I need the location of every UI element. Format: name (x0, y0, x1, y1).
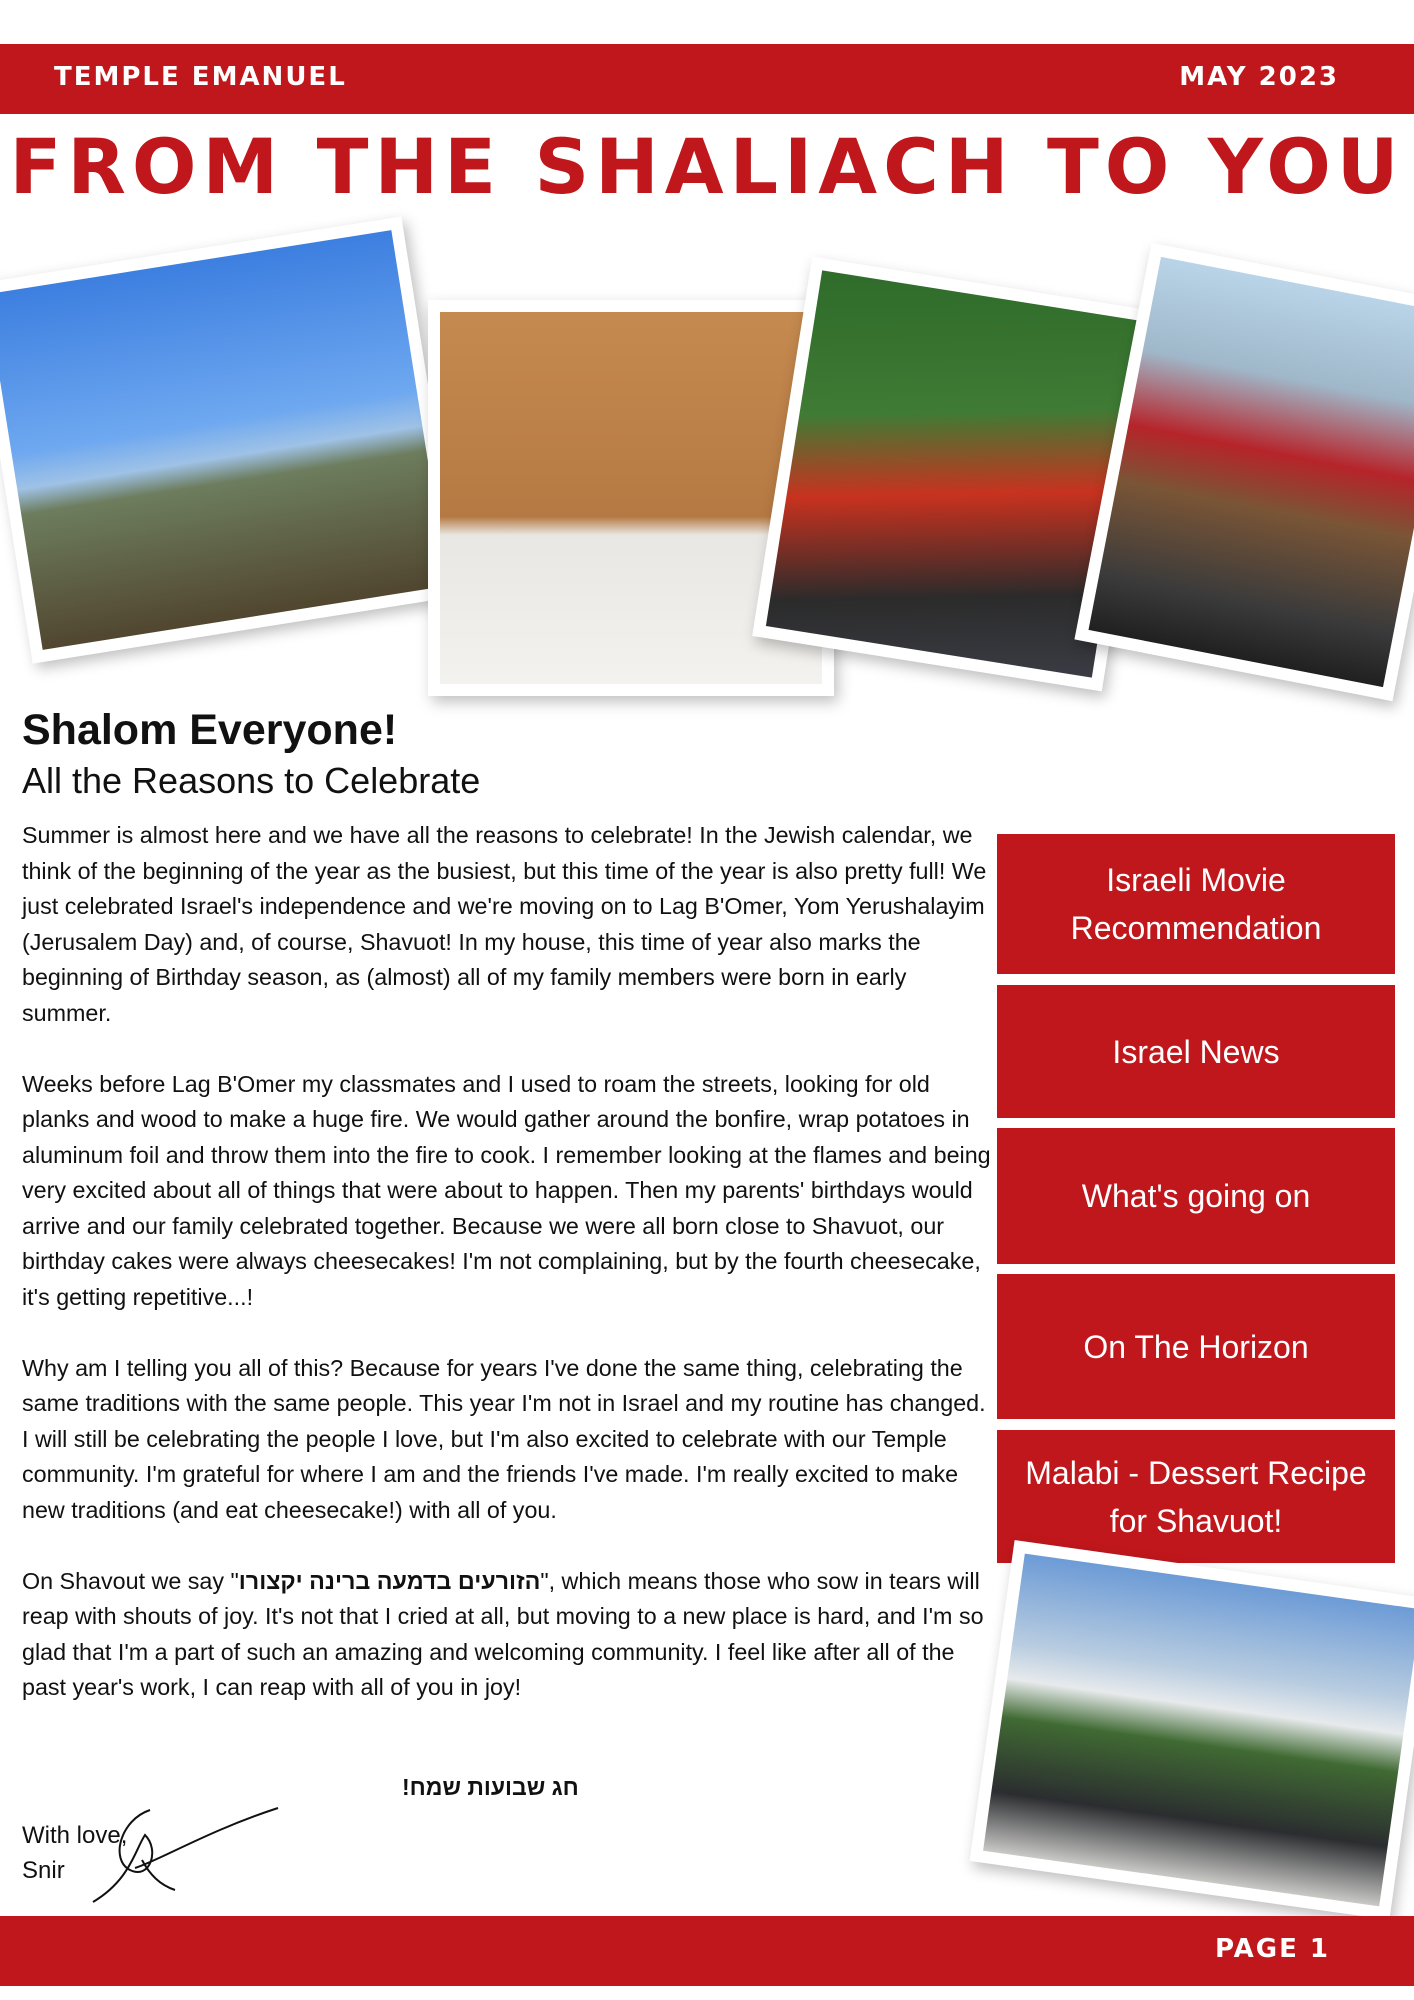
nav-malabi-recipe[interactable]: Malabi - Dessert Recipe for Shavuot! (997, 1430, 1395, 1563)
page-number: PAGE 1 (1214, 1934, 1330, 1964)
issue-date: MAY 2023 (1179, 62, 1339, 92)
paragraph: Summer is almost here and we have all the reasons to celebrate! In the Jewish calendar, we think of the beginning of the year as the busiest, but this time of the year is also pretty full! We just celebrated Israel's independence and we're moving on to Lag B'Omer, Yom Yerushalayim (Jerusalem Day) and, of course, Shavuot! In my house, this time of year also marks the beginning of Birthday season, as (almost) all of my family members were born in early summer. (22, 822, 987, 1026)
page-title: FROM THE SHALIACH TO YOU (9, 122, 1405, 211)
nav-israeli-movie-recommendation[interactable]: Israeli Movie Recommendation (997, 834, 1395, 974)
holiday-greeting: חג שבועות שמח! (402, 1774, 579, 1800)
org-name: TEMPLE EMANUEL (54, 62, 347, 92)
signoff-line: With love, (22, 1822, 128, 1849)
paragraph-text: On Shavout we say " (22, 1567, 239, 1594)
nav-whats-going-on[interactable]: What's going on (997, 1128, 1395, 1264)
photo-group-portrait (970, 1540, 1414, 1920)
article-subtitle: All the Reasons to Celebrate (22, 760, 481, 801)
paragraph (22, 1564, 997, 1706)
nav-israel-news[interactable]: Israel News (997, 985, 1395, 1118)
header-bar (0, 44, 1414, 114)
footer-bar (0, 1916, 1414, 1986)
greeting-heading: Shalom Everyone! (22, 706, 398, 754)
signoff-name: Snir (22, 1857, 65, 1884)
nav-on-the-horizon[interactable]: On The Horizon (997, 1274, 1395, 1419)
paragraph: Why am I telling you all of this? Because for years I've done the same thing, celebrating the same traditions with the same people. This year I'm not in Israel and my routine has changed. I will still be celebrating the people I love, but I'm also excited to celebrate with our Temple community. I'm grateful for where I am and the friends I've made. I'm really excited to make new traditions (and eat cheesecake!) with all of you. (22, 1354, 986, 1523)
hebrew-quote: הזורעים בדמעה ברינה יקצורו (238, 1567, 541, 1594)
paragraph-text: ", which means those who sow in tears will reap with shouts of joy. It's not that I cried at all, but moving to a new place is hard, and I'm so glad that I'm a part of such an amazing and welcoming community. I feel like after all of the past year's work, I can reap with all of you in joy! (22, 1567, 984, 1700)
signature-icon (90, 1790, 290, 1910)
paragraph: Weeks before Lag B'Omer my classmates and I used to roam the streets, looking for old planks and wood to make a huge fire. We would gather around the bonfire, wrap potatoes in aluminum foil and throw them into the fire to cook. I remember looking at the flames and being very excited about all of things that were about to happen. Then my parents' birthdays would arrive and our family celebrated together. Because we were all born close to Shavuot, our birthday cakes were always cheesecakes! I'm not complaining, but by the fourth cheesecake, it's getting repetitive...! (22, 1070, 991, 1310)
photo-group-outing (0, 216, 461, 663)
article-body (22, 818, 997, 1741)
